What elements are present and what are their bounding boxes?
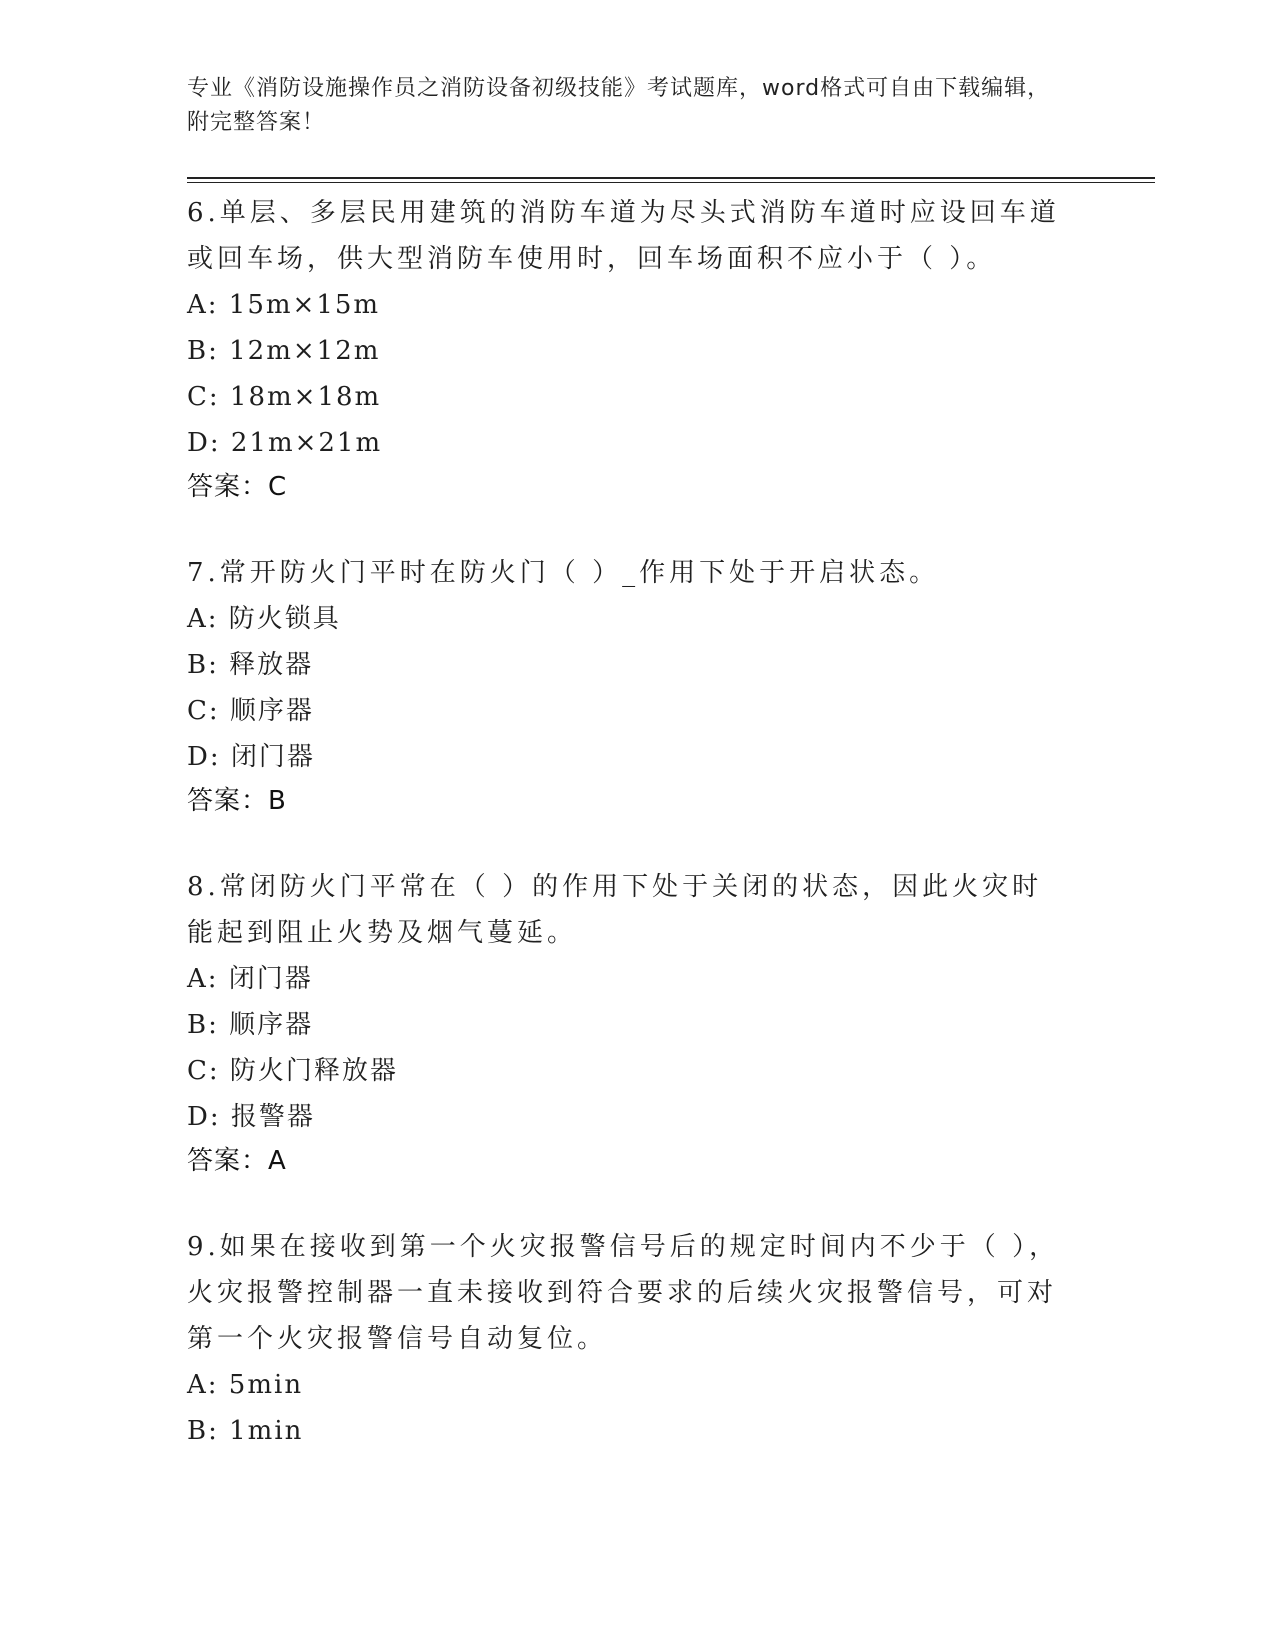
question-stem: 6.单层、多层民用建筑的消防车道为尽头式消防车道时应设回车道或回车场，供大型消防车使用时，回车场面积不应小于（ ）。 xyxy=(187,198,1060,274)
header-divider-thick xyxy=(187,177,1155,179)
option-a: A: 5min xyxy=(187,1370,304,1400)
option-b: B: 顺序器 xyxy=(187,1010,314,1040)
option-a: A: 闭门器 xyxy=(187,964,313,994)
document-header: 专业《消防设施操作员之消防设备初级技能》考试题库，word格式可自由下载编辑，附完整答案！ xyxy=(187,76,1051,135)
question-stem: 8.常闭防火门平常在（ ）的作用下处于关闭的状态，因此火灾时能起到阻止火势及烟气蔓延。 xyxy=(187,872,1043,948)
option-a: A: 防火锁具 xyxy=(187,604,341,634)
option-a: A: 15m×15m xyxy=(187,290,381,320)
option-b: B: 释放器 xyxy=(187,650,314,680)
option-b: B: 12m×12m xyxy=(187,336,381,366)
answer-line: 答案：A xyxy=(187,1146,287,1176)
option-b: B: 1min xyxy=(187,1416,304,1446)
question-8 xyxy=(187,864,1067,1182)
option-c: C: 18m×18m xyxy=(187,382,382,412)
question-list xyxy=(187,190,1067,1496)
answer-line: 答案：C xyxy=(187,472,288,502)
header-divider-thin xyxy=(187,182,1155,183)
question-6 xyxy=(187,190,1067,508)
question-9 xyxy=(187,1224,1067,1454)
answer-line: 答案：B xyxy=(187,786,287,816)
question-stem: 7.常开防火门平时在防火门（ ）_作用下处于开启状态。 xyxy=(187,558,940,588)
option-d: D: 闭门器 xyxy=(187,742,315,772)
option-c: C: 防火门释放器 xyxy=(187,1056,398,1086)
option-c: C: 顺序器 xyxy=(187,696,314,726)
question-stem: 9.如果在接收到第一个火灾报警信号后的规定时间内不少于（ ），火灾报警控制器一直未接收到符合要求的后续火灾报警信号，可对第一个火灾报警信号自动复位。 xyxy=(187,1232,1060,1354)
question-7 xyxy=(187,550,1067,822)
option-d: D: 21m×21m xyxy=(187,428,383,458)
option-d: D: 报警器 xyxy=(187,1102,315,1132)
